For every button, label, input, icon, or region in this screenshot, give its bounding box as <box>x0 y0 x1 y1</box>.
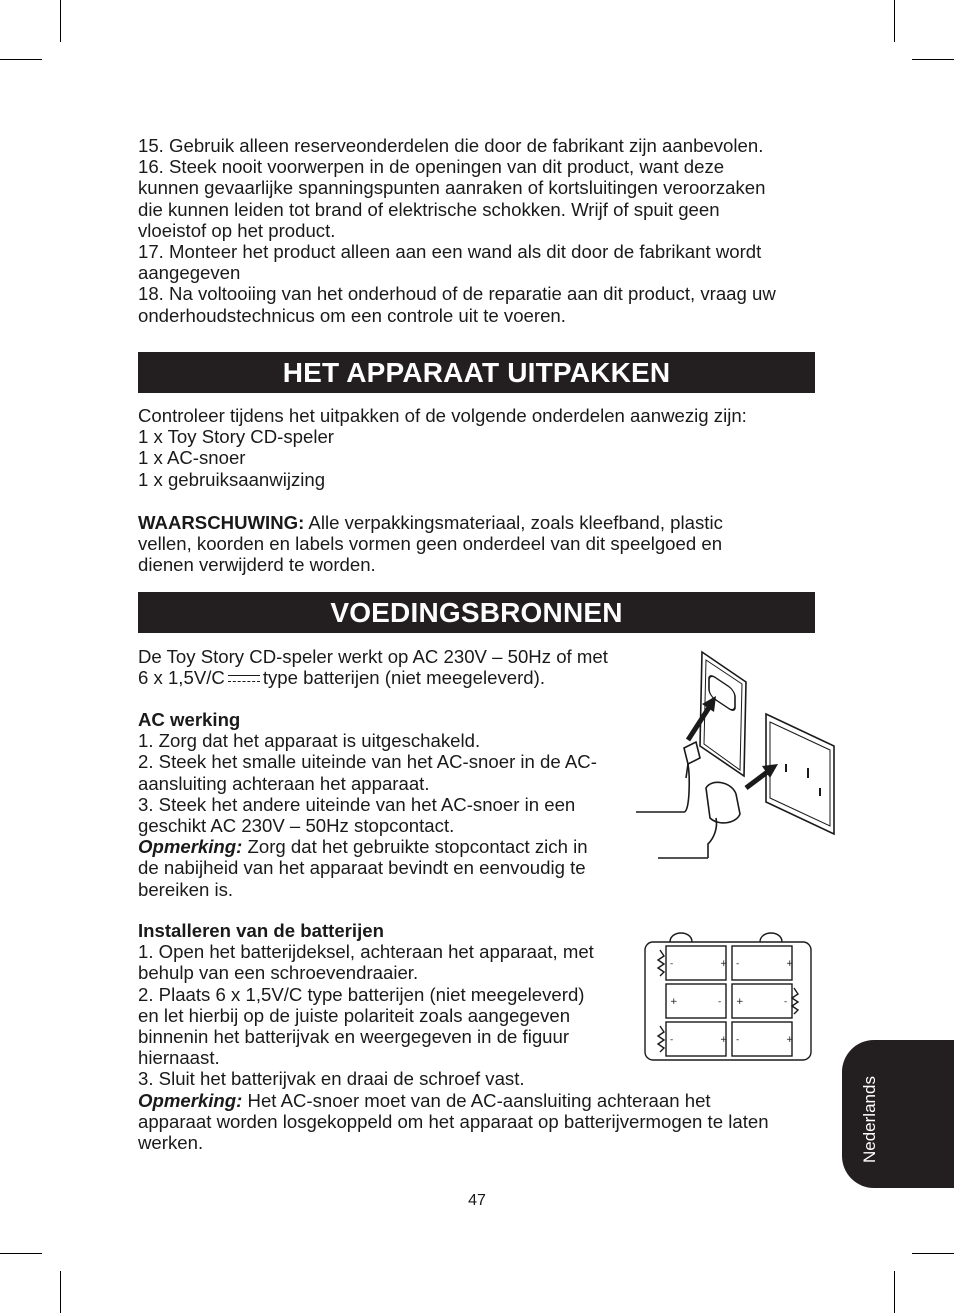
note-label: Opmerking: <box>138 1089 243 1111</box>
safety-line: 17. Monteer het product alleen aan een wand als dit door de fabrikant wordt <box>138 241 762 263</box>
note-label: Opmerking: <box>138 836 243 858</box>
crop-mark <box>912 1253 954 1254</box>
svg-text:-: - <box>670 959 674 969</box>
battery-step: 3. Sluit het batterijvak en draai de schroef vast. <box>138 1068 525 1090</box>
svg-text:+: + <box>786 1035 794 1045</box>
crop-mark <box>0 59 42 60</box>
unpacking-contents <box>138 405 818 490</box>
safety-line: onderhoudstechnicus om een controle uit te voeren. <box>138 304 566 326</box>
unpacking-warning <box>138 512 818 576</box>
section-heading-unpacking: HET APPARAAT UITPAKKEN <box>138 352 815 393</box>
power-intro-line: type batterijen (niet meegeleverd). <box>262 667 545 689</box>
warning-text: Alle verpakkingsmateriaal, zoals kleefband, plastic <box>304 512 723 533</box>
svg-text:+: + <box>670 997 678 1007</box>
svg-text:-: - <box>736 959 740 969</box>
crop-mark <box>60 1271 61 1313</box>
page-number: 47 <box>468 1192 486 1209</box>
note-text: de nabijheid van het apparaat bevindt en eenvoudig te <box>138 857 586 879</box>
unpacking-intro: Controleer tijdens het uitpakken of de volgende onderdelen aanwezig zijn: <box>138 405 747 426</box>
ac-step: 2. Steek het smalle uiteinde van het AC-snoer in de AC- <box>138 751 597 773</box>
crop-mark <box>894 1271 895 1313</box>
svg-text:+: + <box>786 959 794 969</box>
power-intro-line: De Toy Story CD-speler werkt op AC 230V – 50Hz of met <box>138 646 608 667</box>
dc-current-icon <box>228 673 260 685</box>
crop-mark <box>912 59 954 60</box>
safety-line: die kunnen leiden tot brand of elektrische schokken. Wrijf of spuit geen <box>138 198 720 220</box>
svg-text:+: + <box>720 1035 728 1045</box>
ac-step: geschikt AC 230V – 50Hz stopcontact. <box>138 815 455 837</box>
list-item: 1 x Toy Story CD-speler <box>138 426 334 448</box>
battery-step: binnenin het batterijvak en weergegeven in de figuur <box>138 1026 570 1048</box>
note-text: apparaat worden losgekoppeld om het apparaat op batterijvermogen te laten <box>138 1110 769 1132</box>
battery-step: behulp van een schroevendraaier. <box>138 962 419 984</box>
safety-line: kunnen gevaarlijke spanningspunten aanraken of kortsluitingen veroorzaken <box>138 177 766 199</box>
ac-step: 1. Zorg dat het apparaat is uitgeschakeld. <box>138 730 481 752</box>
battery-step: 2. Plaats 6 x 1,5V/C type batterijen (niet meegeleverd) <box>138 983 585 1005</box>
safety-line: aangegeven <box>138 262 241 284</box>
note-text: werken. <box>138 1132 204 1154</box>
subheading-ac: AC werking <box>138 709 241 730</box>
note-text: bereiken is. <box>138 878 234 900</box>
safety-line: 16. Steek nooit voorwerpen in de openingen van dit product, want deze <box>138 156 725 178</box>
power-intro <box>138 646 658 688</box>
safety-line: 18. Na voltooiing van het onderhoud of de reparatie aan dit product, vraag uw <box>138 283 776 305</box>
note-text: Het AC-snoer moet van de AC-aansluiting achteraan het <box>242 1089 711 1111</box>
crop-mark <box>0 1253 42 1254</box>
battery-installation <box>138 920 769 1154</box>
battery-compartment-illustration <box>644 926 814 1062</box>
list-item: 1 x AC-snoer <box>138 447 246 469</box>
svg-text:-: - <box>736 1035 740 1045</box>
battery-step: en let hierbij op de juiste polariteit zoals aangegeven <box>138 1004 571 1026</box>
battery-step: hiernaast. <box>138 1047 220 1069</box>
power-intro-line: 6 x 1,5V/C <box>138 667 225 689</box>
warning-text: dienen verwijderd te worden. <box>138 554 376 576</box>
ac-adapter-illustration <box>636 646 846 860</box>
language-tab-label: Nederlands <box>860 1076 879 1163</box>
crop-mark <box>894 0 895 42</box>
ac-step: aansluiting achteraan het apparaat. <box>138 772 430 794</box>
subheading-batteries: Installeren van de batterijen <box>138 920 384 941</box>
safety-line: vloeistof op het product. <box>138 219 336 241</box>
ac-step: 3. Steek het andere uiteinde van het AC-snoer in een <box>138 793 576 815</box>
svg-text:+: + <box>720 959 728 969</box>
safety-line: 15. Gebruik alleen reserveonderdelen die door de fabrikant zijn aanbevolen. <box>138 135 764 156</box>
ac-operation <box>138 709 638 900</box>
svg-text:+: + <box>736 997 744 1007</box>
svg-text:-: - <box>784 997 788 1007</box>
list-item: 1 x gebruiksaanwijzing <box>138 468 326 490</box>
safety-instructions <box>138 135 818 326</box>
svg-text:-: - <box>718 997 722 1007</box>
warning-label: WAARSCHUWING: <box>138 512 305 533</box>
section-heading-power: VOEDINGSBRONNEN <box>138 592 815 633</box>
crop-mark <box>60 0 61 42</box>
warning-text: vellen, koorden en labels vormen geen onderdeel van dit speelgoed en <box>138 533 723 555</box>
note-text: Zorg dat het gebruikte stopcontact zich in <box>242 836 588 858</box>
language-tab <box>842 1040 954 1188</box>
battery-step: 1. Open het batterijdeksel, achteraan het apparaat, met <box>138 941 594 963</box>
svg-text:-: - <box>670 1035 674 1045</box>
